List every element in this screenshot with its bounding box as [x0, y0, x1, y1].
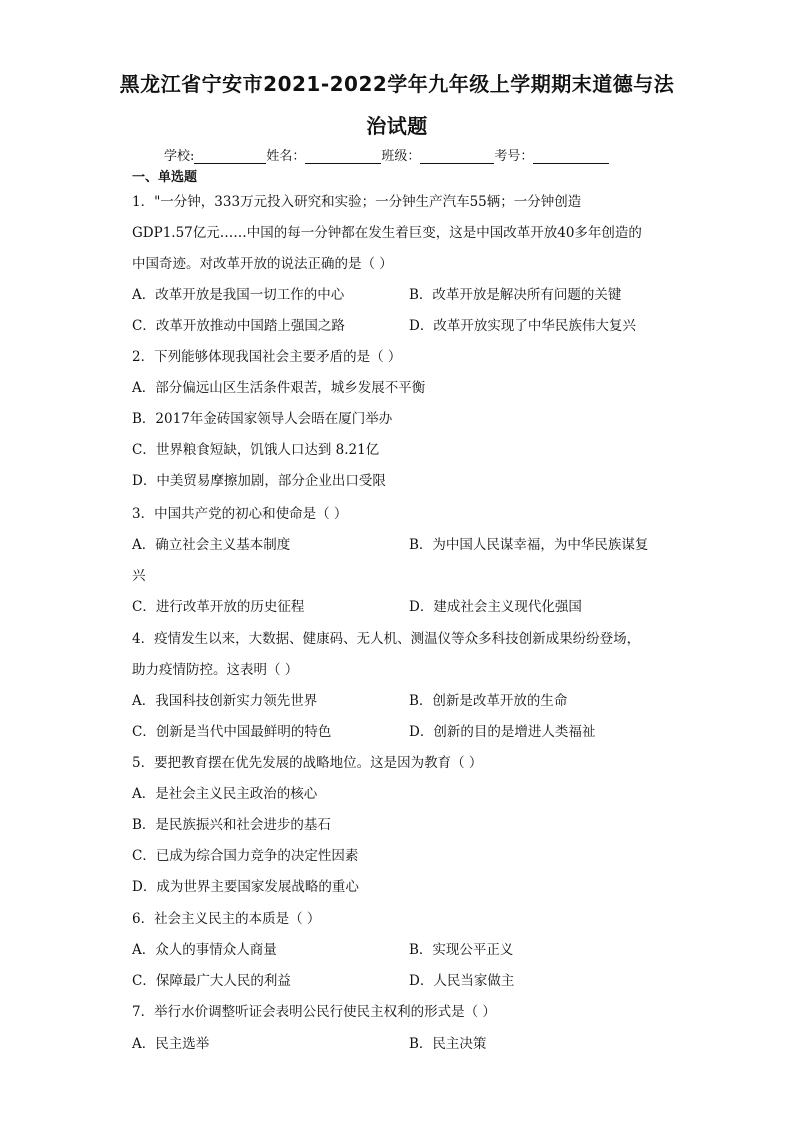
question-6-option-a: A．众人的事情众人商量	[132, 942, 277, 958]
name-blank	[305, 149, 381, 164]
question-2-option-c: C．世界粮食短缺，饥饿人口达到 8.21亿	[132, 442, 380, 458]
question-3-option-a: A．确立社会主义基本制度	[132, 537, 291, 553]
page-title: 黑龙江省宁安市2021-2022学年九年级上学期期末道德与法	[119, 72, 675, 96]
question-5-option-a: A．是社会主义民主政治的核心	[132, 786, 318, 802]
question-4-option-d: D．创新的目的是增进人类福祉	[409, 724, 596, 740]
exam-number-blank	[533, 149, 609, 164]
question-1-option-a: A．改革开放是我国一切工作的中心	[132, 287, 345, 303]
name-label: 姓名：	[266, 149, 306, 164]
question-6-stem: 6．社会主义民主的本质是（ ）	[132, 911, 321, 927]
question-2-option-a: A．部分偏远山区生活条件艰苦，城乡发展不平衡	[132, 380, 426, 396]
question-2-option-b: B．2017年金砖国家领导人会晤在厦门举办	[132, 411, 393, 427]
question-1-option-b: B．改革开放是解决所有问题的关键	[409, 287, 622, 303]
question-1-stem: 1．"一分钟，333万元投入研究和实验；一分钟生产汽车55辆；一分钟创造	[132, 194, 582, 210]
question-7-stem: 7．举行水价调整听证会表明公民行使民主权利的形式是（ ）	[132, 1004, 496, 1020]
question-4-option-c: C．创新是当代中国最鲜明的特色	[132, 724, 332, 740]
question-3-option-c: C．进行改革开放的历史征程	[132, 599, 305, 615]
question-5-stem: 5．要把教育摆在优先发展的战略地位。这是因为教育（ ）	[132, 755, 483, 771]
question-7-option-b: B．民主决策	[409, 1036, 487, 1052]
question-6-option-b: B．实现公平正义	[409, 942, 514, 958]
section-heading: 一、单选题	[132, 170, 198, 185]
question-7-option-a: A．民主选举	[132, 1036, 210, 1052]
question-5-option-b: B．是民族振兴和社会进步的基石	[132, 817, 331, 833]
question-1-option-c: C．改革开放推动中国踏上强国之路	[132, 318, 345, 334]
school-blank	[194, 149, 266, 164]
question-5-option-c: C．已成为综合国力竞争的决定性因素	[132, 848, 359, 864]
student-info-line	[164, 145, 609, 164]
question-3-option-d: D．建成社会主义现代化强国	[409, 599, 582, 615]
class-blank	[420, 149, 494, 164]
question-3-option-b: B．为中国人民谋幸福，为中华民族谋复	[409, 537, 649, 553]
question-4-stem-2: 助力疫情防控。这表明（ ）	[132, 662, 299, 678]
question-2-option-d: D．中美贸易摩擦加剧，部分企业出口受限	[132, 473, 386, 489]
question-1-option-d: D．改革开放实现了中华民族伟大复兴	[409, 318, 636, 334]
question-6-option-c: C．保障最广大人民的利益	[132, 973, 291, 989]
question-1-stem-3: 中国奇迹。对改革开放的说法正确的是（ ）	[132, 256, 393, 272]
question-2-stem: 2．下列能够体现我国社会主要矛盾的是（ ）	[132, 349, 402, 365]
school-label: 学校:	[164, 149, 195, 164]
question-3-stem: 3．中国共产党的初心和使命是（ ）	[132, 506, 348, 522]
question-6-option-d: D．人民当家做主	[409, 973, 515, 989]
question-3-option-b-continued: 兴	[132, 568, 146, 584]
question-4-option-b: B．创新是改革开放的生命	[409, 693, 568, 709]
page-title-continued: 治试题	[366, 114, 428, 138]
exam-number-label: 考号：	[494, 149, 534, 164]
question-4-stem: 4．疫情发生以来，大数据、健康码、无人机、测温仪等众多科技创新成果纷纷登场，	[132, 631, 641, 647]
question-5-option-d: D．成为世界主要国家发展战略的重心	[132, 879, 359, 895]
question-1-stem-2: GDP1.57亿元……中国的每一分钟都在发生着巨变，这是中国改革开放40多年创造的	[132, 225, 642, 241]
question-4-option-a: A．我国科技创新实力领先世界	[132, 693, 318, 709]
class-label: 班级：	[381, 149, 421, 164]
